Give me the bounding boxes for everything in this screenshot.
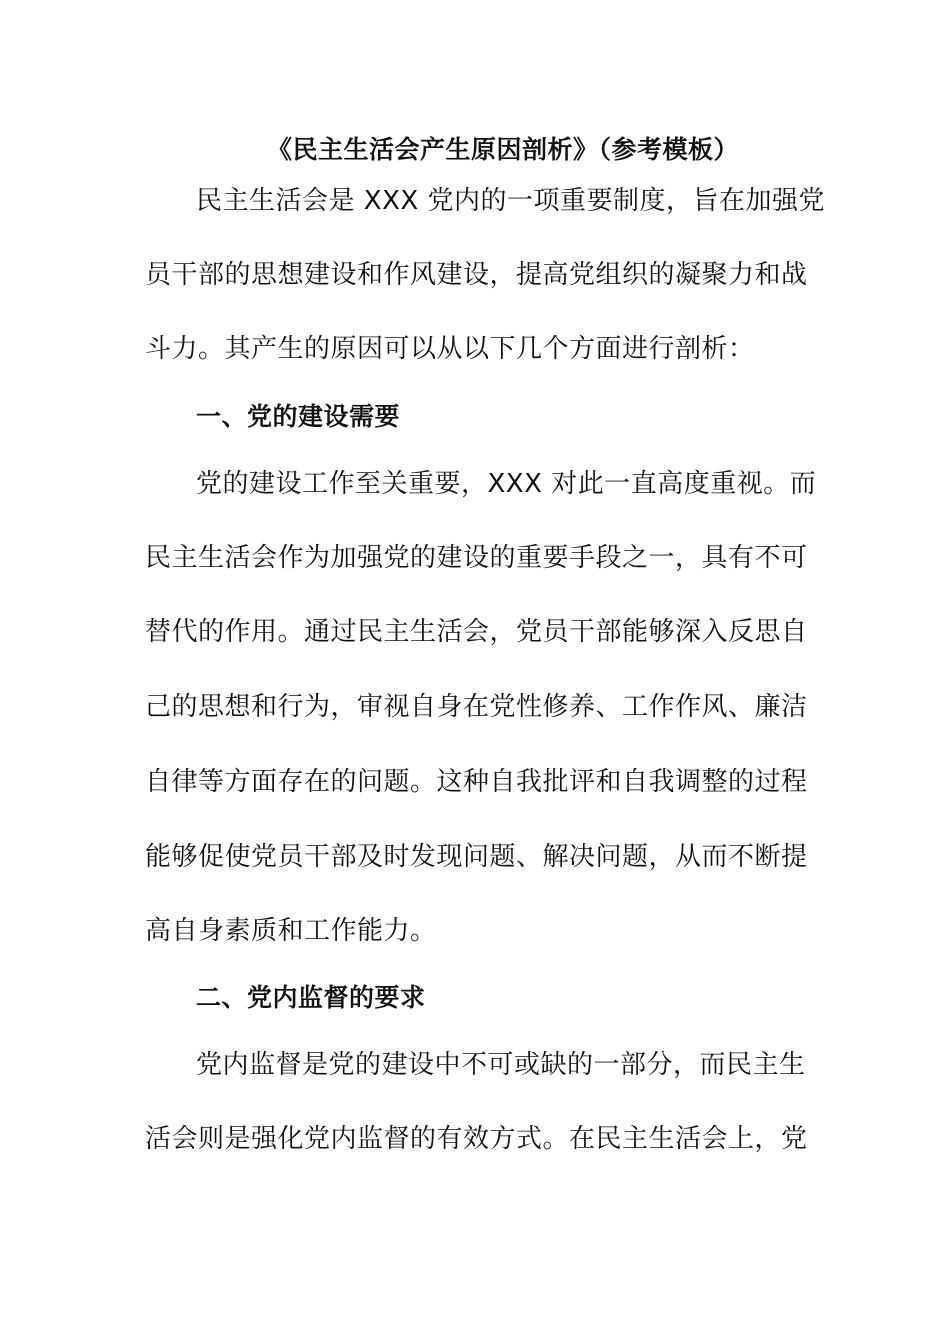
section-1-line: 党的建设工作至关重要，XXX 对此一直高度重视。而 — [196, 469, 817, 499]
section-heading-2: 二、党内监督的要求 — [196, 983, 426, 1012]
section-2-line: 活会则是强化党内监督的有效方式。在民主生活会上，党 — [145, 1124, 808, 1154]
document-title: 《民主生活会产生原因剖析》（参考模板） — [267, 135, 740, 164]
section-heading-1: 一、党的建设需要 — [196, 402, 401, 431]
section-1-line: 自律等方面存在的问题。这种自我批评和自我调整的过程 — [145, 767, 808, 797]
section-2-line: 党内监督是党的建设中不可或缺的一部分，而民主生 — [196, 1050, 806, 1080]
section-1-line: 替代的作用。通过民主生活会，党员干部能够深入反思自 — [145, 617, 808, 647]
intro-line: 斗力。其产生的原因可以从以下几个方面进行剖析： — [145, 334, 755, 364]
intro-line: 员干部的思想建设和作风建设，提高党组织的凝聚力和战 — [145, 260, 808, 290]
section-1-line: 民主生活会作为加强党的建设的重要手段之一，具有不可 — [145, 543, 808, 573]
section-1-line: 能够促使党员干部及时发现问题、解决问题，从而不断提 — [145, 842, 808, 872]
section-1-line: 己的思想和行为，审视自身在党性修养、工作作风、廉洁 — [145, 692, 808, 722]
intro-line: 民主生活会是 XXX 党内的一项重要制度，旨在加强党 — [196, 186, 825, 216]
section-1-line: 高自身素质和工作能力。 — [145, 916, 437, 946]
